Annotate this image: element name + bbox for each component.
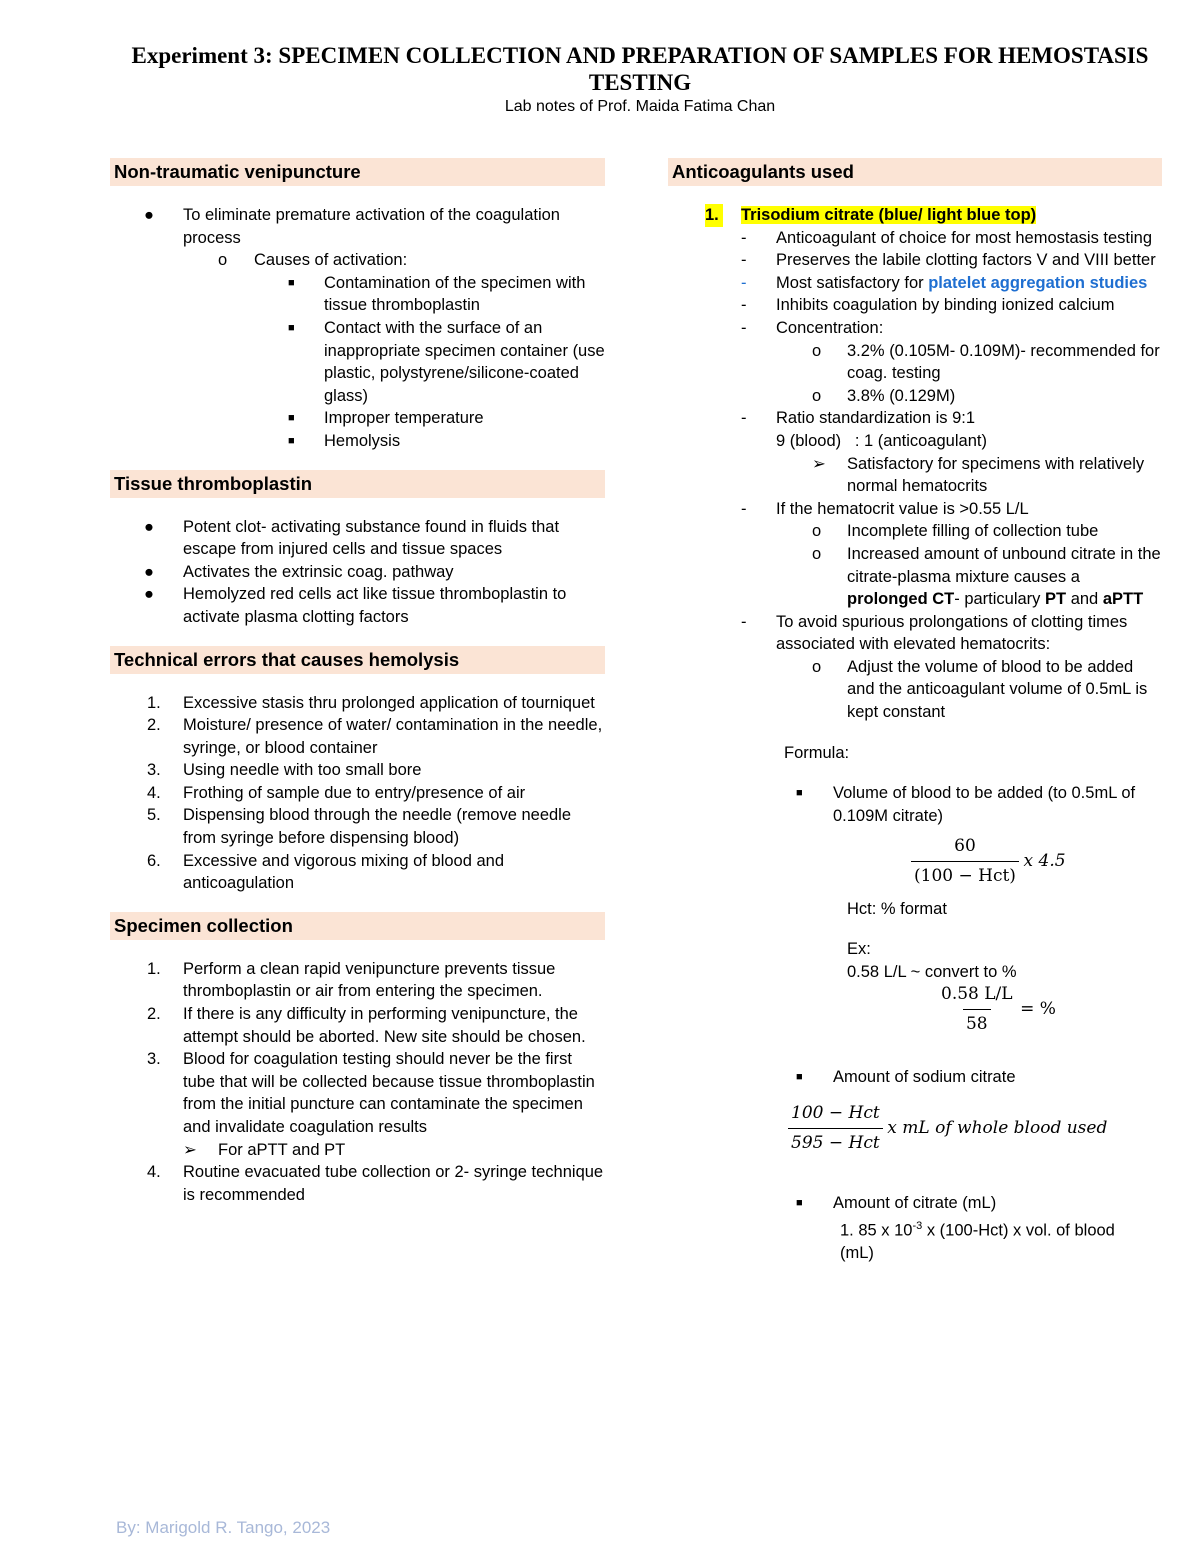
- circle-bullet-icon: o: [812, 522, 822, 541]
- list-item-text: Causes of activation:: [254, 251, 408, 270]
- square-bullet-icon: ■: [288, 434, 295, 447]
- arrow-bullet-icon: ➢: [183, 1140, 197, 1159]
- square-bullet-icon: ■: [288, 321, 295, 334]
- square-bullet-icon: ■: [796, 1070, 803, 1083]
- list-item: - Most satisfactory for platelet aggregation studies: [741, 273, 1148, 292]
- square-bullet-icon: ■: [288, 276, 295, 289]
- formula-citrate-amount: 1. 85 x $10^{-3}$ x (100-Hct) x vol. of blood (mL): [840, 1219, 1115, 1263]
- list-item: ➢ For aPTT and PT: [110, 1139, 605, 1162]
- list-item: 1. Excessive stasis thru prolonged application of tourniquet: [147, 693, 595, 712]
- list-item: [110, 249, 605, 272]
- list-item-text: Contact with the surface of an inappropriate specimen container (use plastic, polystyrene/silicone-coated glass): [324, 318, 605, 405]
- section-heading-anticoagulants: Anticoagulants used: [668, 158, 1162, 186]
- example-label: Ex:: [847, 940, 871, 959]
- anticoagulant-list: [668, 204, 1162, 1265]
- list-item: [110, 204, 605, 249]
- list-item: 3. Using needle with too small bore: [147, 761, 422, 780]
- list-item: 4. Frothing of sample due to entry/presence of air: [147, 783, 526, 802]
- venipuncture-list: [110, 204, 605, 453]
- circle-bullet-icon: o: [812, 657, 822, 676]
- circle-bullet-icon: o: [812, 386, 822, 405]
- list-item: 9 (blood) : 1 (anticoagulant): [776, 431, 987, 450]
- list-item: - Preserves the labile clotting factors V and VIII better: [741, 251, 1156, 270]
- list-item: ➢ Satisfactory for specimens with relatively normal hematocrits: [812, 454, 1145, 496]
- list-item: 1. Perform a clean rapid venipuncture prevents tissue thromboplastin or air from entering the specimen.: [147, 959, 556, 1001]
- section-heading-venipuncture: Non-traumatic venipuncture: [110, 158, 605, 186]
- list-item: 1. Trisodium citrate (blue/ light blue top): [668, 204, 1162, 227]
- list-item: 4. Routine evacuated tube collection or 2- syringe technique is recommended: [147, 1163, 604, 1204]
- list-item-text: Hemolysis: [324, 431, 401, 450]
- list-item-title: Trisodium citrate (blue/ light blue top): [741, 206, 1037, 224]
- list-item: ■ Amount of citrate (mL): [668, 1192, 1162, 1215]
- circle-bullet-icon: o: [812, 544, 822, 563]
- list-item: - Inhibits coagulation by binding ionized calcium: [741, 296, 1115, 315]
- square-bullet-icon: ■: [796, 1197, 803, 1210]
- technical-errors-list: [110, 692, 605, 895]
- circle-bullet-icon: o: [812, 341, 822, 360]
- list-item: ■ Amount of sodium citrate: [668, 1066, 1162, 1089]
- list-item: [110, 407, 605, 430]
- list-item-text: Potent clot- activating substance found in fluids that escape from injured cells and tissue spaces: [183, 517, 560, 559]
- hct-note: Hct: % format: [847, 899, 947, 918]
- list-item: - Concentration:: [741, 318, 884, 337]
- example-line: 0.58 L/L ~ convert to %: [847, 962, 1017, 981]
- formula-volume: $\frac{60}{\text{(100 − Hct)}}$ x 4.5: [668, 835, 1162, 887]
- page-subtitle: Lab notes of Prof. Maida Fatima Chan: [504, 98, 776, 115]
- thromboplastin-list: [110, 516, 605, 629]
- list-item-text: Activates the extrinsic coag. pathway: [183, 562, 454, 581]
- list-item: [110, 272, 605, 317]
- list-item: - Ratio standardization is 9:1: [741, 409, 976, 428]
- bullet-icon: ●: [144, 585, 154, 604]
- bullet-icon: ●: [144, 206, 154, 224]
- list-item-text: Hemolyzed red cells act like tissue thromboplastin to activate plasma clotting factors: [183, 585, 567, 626]
- list-item: [110, 516, 605, 561]
- list-item: o Increased amount of unbound citrate in the citrate-plasma mixture causes a prolonged CT- particulary PT and aPTT: [812, 544, 1161, 609]
- square-bullet-icon: ■: [796, 787, 803, 800]
- arrow-bullet-icon: ➢: [812, 454, 826, 473]
- list-item: 6. Excessive and vigorous mixing of blood and anticoagulation: [147, 851, 505, 893]
- list-item: [110, 430, 605, 453]
- list-item-text: Contamination of the specimen with tissue thromboplastin: [324, 273, 586, 315]
- list-item: - To avoid spurious prolongations of clotting times associated with elevated hematocrits:: [741, 612, 1128, 654]
- list-item: - If the hematocrit value is >0.55 L/L: [741, 499, 1029, 518]
- square-bullet-icon: ■: [288, 412, 295, 425]
- list-item: o 3.2% (0.105M- 0.109M)- recommended for coag. testing: [812, 341, 1160, 383]
- list-item: 2. If there is any difficulty in performing venipuncture, the attempt should be aborted. New site should be chosen.: [147, 1005, 586, 1046]
- formula-example: $\frac{0.58 L/L}{58}$ = %: [941, 984, 1056, 1034]
- specimen-collection-list: [110, 958, 605, 1207]
- formula-sodium-citrate: $\frac{\text{100 − Hct}}{\text{595 − Hct}}$ x mL of whole blood used: [668, 1102, 1162, 1154]
- formula-label: Formula:: [784, 743, 850, 762]
- section-heading-thromboplastin: Tissue thromboplastin: [110, 470, 605, 498]
- page-title: Experiment 3: SPECIMEN COLLECTION AND PREPARATION OF SAMPLES FOR HEMOSTASIS TESTING: [131, 43, 1149, 95]
- list-item: [110, 583, 605, 628]
- list-item: ■ Volume of blood to be added (to 0.5mL of 0.109M citrate): [796, 784, 1136, 825]
- section-heading-specimen-collection: Specimen collection: [110, 912, 605, 940]
- bullet-icon: ●: [144, 562, 154, 581]
- list-item: o 3.8% (0.129M): [668, 385, 1162, 408]
- footer-credit: By: Marigold R. Tango, 2023: [116, 1518, 331, 1537]
- circle-bullet-icon: o: [218, 251, 228, 270]
- left-column: [110, 158, 605, 1206]
- list-item: [110, 317, 605, 407]
- list-item: 5. Dispensing blood through the needle (remove needle from syringe before dispensing blood): [147, 806, 572, 848]
- list-item: - Anticoagulant of choice for most hemostasis testing: [741, 228, 1153, 247]
- list-item-text: Improper temperature: [324, 409, 484, 428]
- list-item: 2. Moisture/ presence of water/ contamination in the needle, syringe, or blood container: [147, 716, 603, 757]
- list-item: 3. Blood for coagulation testing should never be the first tube that will be collected because tissue thromboplastin from the initial puncture can contaminate the specimen and invalidate coagulation results: [147, 1050, 595, 1136]
- list-item: o Incomplete filling of collection tube: [668, 520, 1162, 543]
- bullet-icon: ●: [144, 517, 154, 536]
- list-item-text: To eliminate premature activation of the coagulation process: [183, 206, 560, 247]
- list-item: [110, 561, 605, 584]
- section-heading-technical-errors: Technical errors that causes hemolysis: [110, 646, 605, 674]
- list-item: o Adjust the volume of blood to be added and the anticoagulant volume of 0.5mL is kept constant: [812, 657, 1148, 722]
- right-column: [668, 158, 1162, 1265]
